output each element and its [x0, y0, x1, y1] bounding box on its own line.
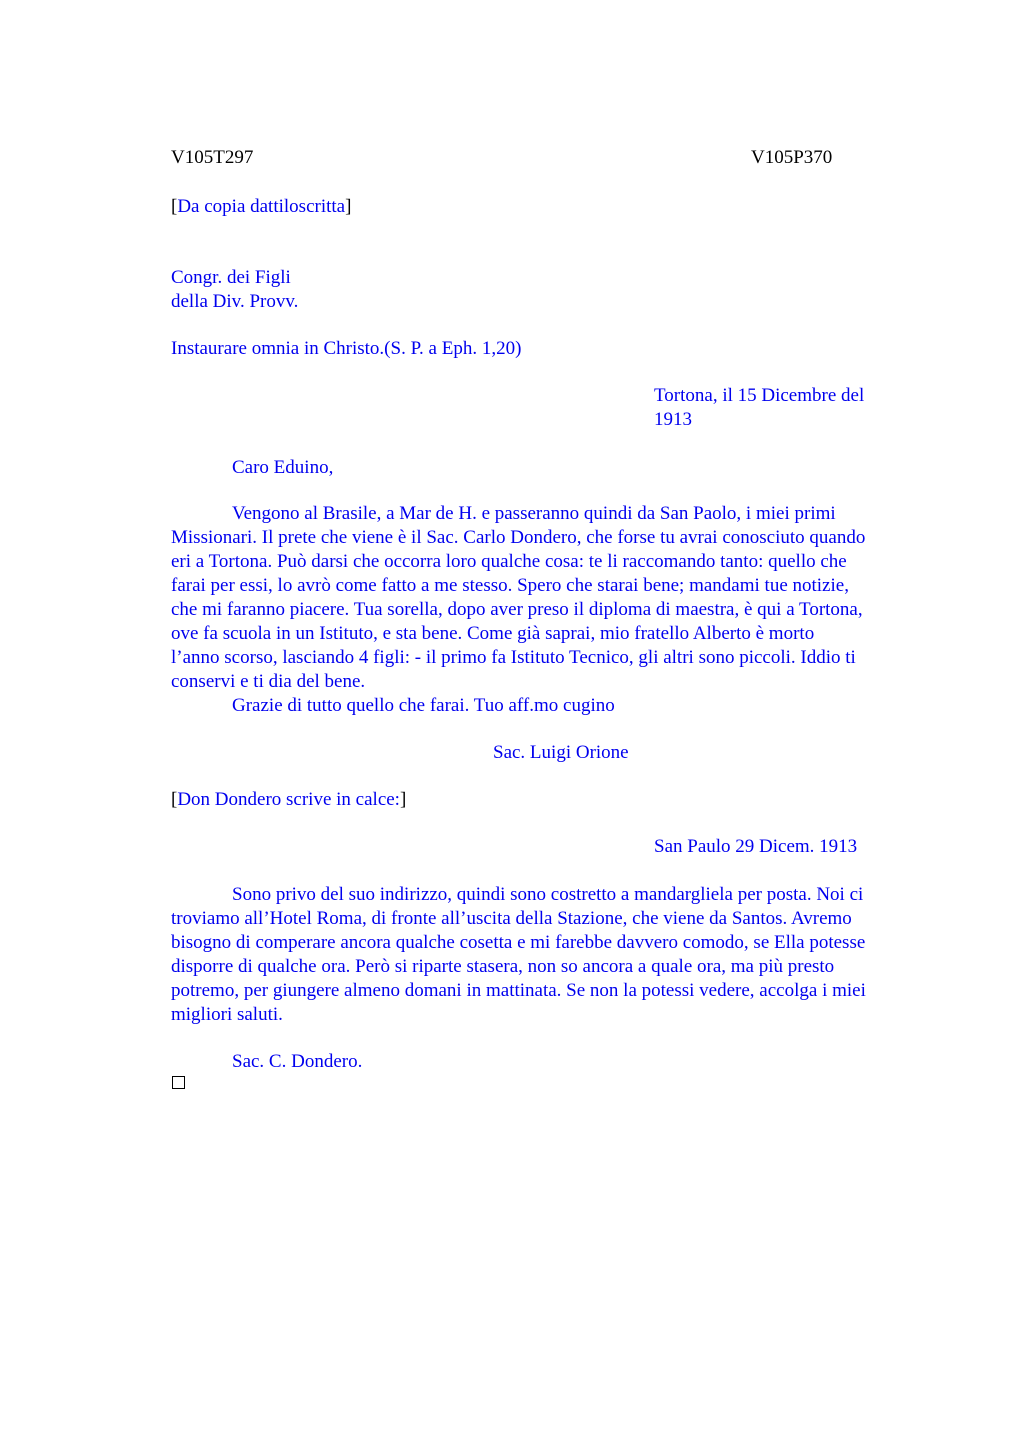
bracket: ]	[399, 789, 407, 810]
signature: Sac. Luigi Orione	[493, 742, 629, 763]
ps-line: disporre di qualche ora. Però si riparte stasera, non so ancora a quale ora, ma più presto	[171, 956, 835, 977]
body-line: conservi e ti dia del bene.	[171, 671, 366, 692]
ps-signature: Sac. C. Dondero.	[232, 1051, 363, 1072]
postscript-body	[171, 883, 866, 1027]
postscript-note	[171, 788, 406, 812]
salutation: Caro Eduino,	[232, 457, 334, 478]
letter-body	[171, 502, 865, 718]
closing: Grazie di tutto quello che farai. Tuo aff.mo cugino	[232, 695, 615, 716]
postscript-note-text: Don Dondero scrive in calce:	[177, 789, 400, 810]
bracket: [	[171, 196, 178, 217]
ps-line: migliori saluti.	[171, 1004, 283, 1025]
body-line: che mi faranno piacere. Tua sorella, dopo aver preso il diploma di maestra, è qui a Tortona,	[171, 599, 863, 620]
ps-place-date: San Paulo 29 Dicem. 1913	[654, 836, 858, 857]
document-code-right: V105P370	[751, 147, 833, 168]
ps-line: Sono privo del suo indirizzo, quindi sono costretto a mandargliela per posta. Noi ci	[232, 884, 864, 905]
body-line: l’anno scorso, lasciando 4 figli: - il primo fa Istituto Tecnico, gli altri sono piccoli. Iddio ti	[171, 647, 856, 668]
document-code-left: V105T297	[171, 147, 254, 168]
motto: Instaurare omnia in Christo.(S. P. a Eph. 1,20)	[171, 338, 522, 359]
source-note-text: Da copia dattiloscritta	[177, 196, 346, 217]
square-symbol-icon	[172, 1076, 185, 1089]
body-line: Missionari. Il prete che viene è il Sac. Carlo Dondero, che forse tu avrai conosciuto quando	[171, 527, 866, 548]
ps-line: potremo, per giungere almeno domani in mattinata. Se non la potessi vedere, accolga i miei	[171, 980, 866, 1001]
ps-line: troviamo all’Hotel Roma, di fronte all’uscita della Stazione, che viene da Santos. Avremo	[171, 908, 852, 929]
place-date: Tortona, il 15 Dicembre del	[654, 385, 865, 406]
body-line: Vengono al Brasile, a Mar de H. e passeranno quindi da San Paolo, i miei primi	[232, 503, 836, 524]
source-note	[171, 195, 351, 219]
bracket: ]	[345, 196, 352, 217]
letterhead-line: della Div. Provv.	[171, 291, 299, 312]
body-line: farai per essi, lo avrò come fatto a me stesso. Spero che starai bene; mandami tue notizie,	[171, 575, 849, 596]
place-date-year: 1913	[654, 409, 692, 430]
body-line: eri a Tortona. Può darsi che occorra loro qualche cosa: te li raccomando tanto: quello che	[171, 551, 847, 572]
ps-line: bisogno di comperare ancora qualche cosetta e mi farebbe davvero comodo, se Ella potesse	[171, 932, 866, 953]
letterhead-line: Congr. dei Figli	[171, 267, 291, 288]
body-line: ove fa scuola in un Istituto, e sta bene. Come già saprai, mio fratello Alberto è morto	[171, 623, 815, 644]
bracket: [	[171, 789, 178, 810]
